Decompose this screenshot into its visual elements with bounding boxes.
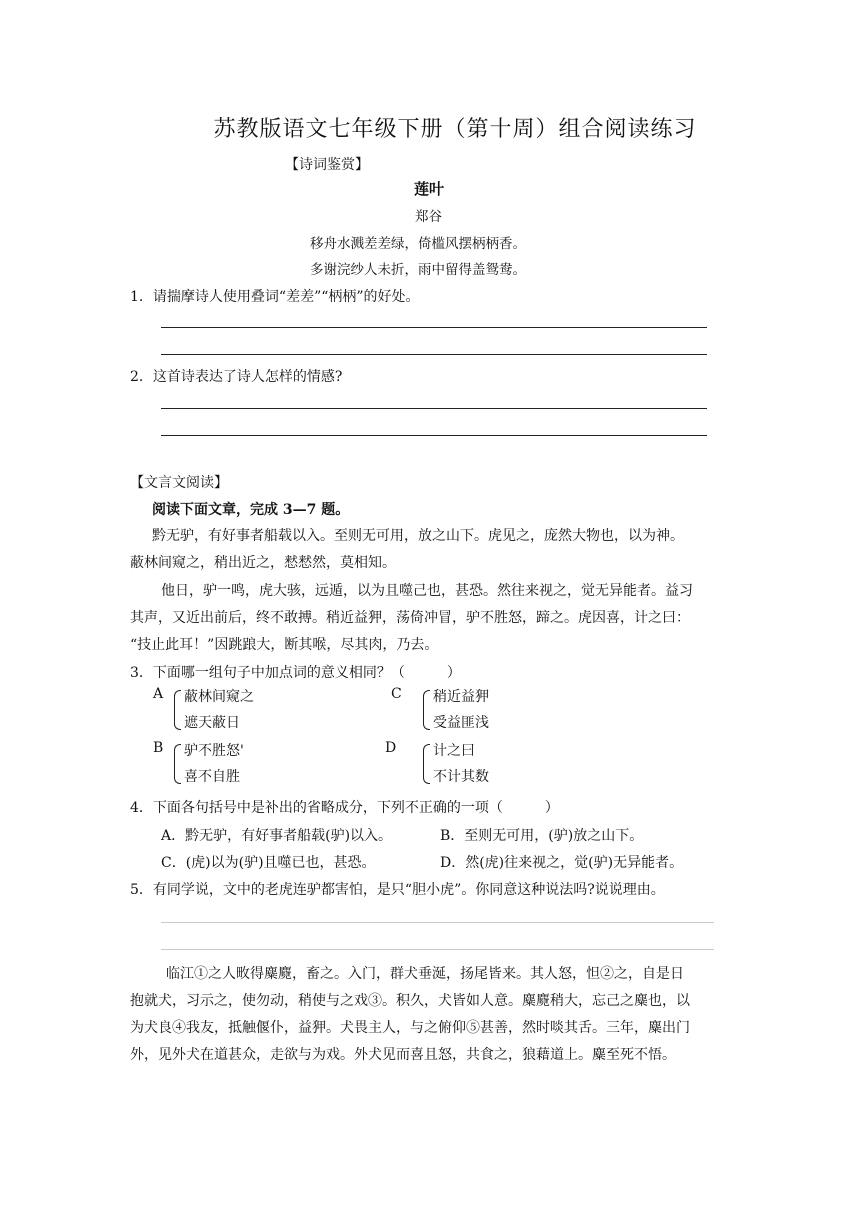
answer-line-q5-1[interactable] (161, 922, 714, 923)
question-2: 2．这首诗表达了诗人怎样的情感? (130, 369, 343, 385)
q3-option-d-sentence-1: 计之曰 (433, 743, 475, 759)
reading-instruction: 阅读下面文章，完成 3—7 题。 (152, 502, 350, 518)
poem-title: 莲叶 (414, 180, 445, 198)
q3-option-c-sentence-1: 稍近益狎 (433, 689, 489, 705)
answer-line-q1-1[interactable] (161, 327, 707, 328)
q3-option-c-sentence-2: 受益匪浅 (433, 715, 489, 731)
q3-option-a-sentence-1: 蔽林间窥之 (184, 689, 254, 705)
passage-1-line-1: 黔无驴，有好事者船载以入。至则无可用，放之山下。虎见之，庞然大物也，以为神。 (152, 528, 684, 544)
question-4: 4．下面各句括号中是补出的省略成分，下列不正确的一项（ ） (130, 800, 559, 816)
passage-2-line-1: 他日，驴一鸣，虎大骇，远遁，以为且噬己也，甚恐。然往来视之，觉无异能者。益习 (161, 583, 693, 599)
q3-option-b-letter[interactable]: B (153, 740, 164, 756)
q3-option-b-sentence-1: 驴不胜怒' (184, 743, 244, 759)
answer-line-q1-2[interactable] (161, 354, 707, 355)
passage-3-line-2: 抱就犬，习示之，使勿动，稍使与之戏③。积久，犬皆如人意。麋麑稍大，忘己之麋也，以 (130, 993, 690, 1009)
q4-option-d[interactable]: D．然(虎)往来视之，觉(驴)无异能者。 (440, 855, 684, 871)
question-3: 3．下面哪一组句子中加点词的意义相同？（ ） (130, 665, 461, 681)
q3-option-a-sentence-2: 遮天蔽日 (184, 715, 240, 731)
question-1: 1．请揣摩诗人使用叠词“差差”“柄柄”的好处。 (130, 289, 420, 305)
answer-line-q2-1[interactable] (161, 408, 707, 409)
passage-2-line-2: 其声，又近出前后，终不敢搏。稍近益狎，荡倚冲冒，驴不胜怒，蹄之。虎因喜，计之曰： (130, 610, 690, 626)
section-label-classical: 【文言文阅读】 (130, 475, 228, 491)
passage-3-line-4: 外，见外犬在道甚众，走欲与为戏。外犬见而喜且怒，共食之，狼藉道上。麋至死不悟。 (130, 1047, 676, 1063)
q3-option-c-brace (423, 690, 430, 730)
poem-line-1: 移舟水溅差差绿，倚槛风摆柄柄香。 (310, 236, 526, 252)
q3-option-c-letter[interactable]: C (391, 686, 402, 702)
q4-option-a[interactable]: A．黔无驴，有好事者船载(驴)以入。 (161, 828, 393, 844)
answer-line-q2-2[interactable] (161, 435, 707, 436)
page-title: 苏教版语文七年级下册（第十周）组合阅读练习 (213, 117, 697, 142)
section-label-poetry: 【诗词鉴赏】 (285, 157, 369, 173)
q3-option-d-letter[interactable]: D (385, 740, 397, 756)
q3-option-b-sentence-2: 喜不自胜 (184, 769, 240, 785)
passage-2-line-3: “技止此耳！”因跳踉大，断其喉，尽其肉，乃去。 (130, 637, 439, 653)
question-5: 5．有同学说，文中的老虎连驴都害怕，是只“胆小虎”。你同意这种说法吗?说说理由。 (130, 882, 665, 898)
q3-option-b-brace (174, 744, 181, 784)
passage-3-line-1: 临江①之人畋得麋麑，畜之。入门，群犬垂涎，扬尾皆来。其人怒，怛②之，自是日 (166, 966, 684, 982)
q3-option-a-brace (174, 690, 181, 730)
q3-option-a-letter[interactable]: A (153, 686, 164, 702)
q3-option-d-sentence-2: 不计其数 (433, 769, 489, 785)
q3-option-d-brace (423, 744, 430, 784)
poem-line-2: 多谢浣纱人未折，雨中留得盖鸳鸯。 (310, 262, 526, 278)
answer-line-q5-2[interactable] (161, 949, 714, 950)
q4-option-c[interactable]: C．(虎)以为(驴)且噬已也，甚恐。 (161, 855, 376, 871)
q4-option-b[interactable]: B．至则无可用，(驴)放之山下。 (440, 828, 644, 844)
passage-3-line-3: 为犬良④我友，抵触偃仆，益狎。犬畏主人，与之俯仰⑤甚善，然时啖其舌。三年，麋出门 (130, 1020, 690, 1036)
passage-1-line-2: 蔽林间窥之，稍出近之，慭慭然，莫相知。 (130, 555, 396, 571)
poem-author: 郑谷 (415, 209, 442, 225)
